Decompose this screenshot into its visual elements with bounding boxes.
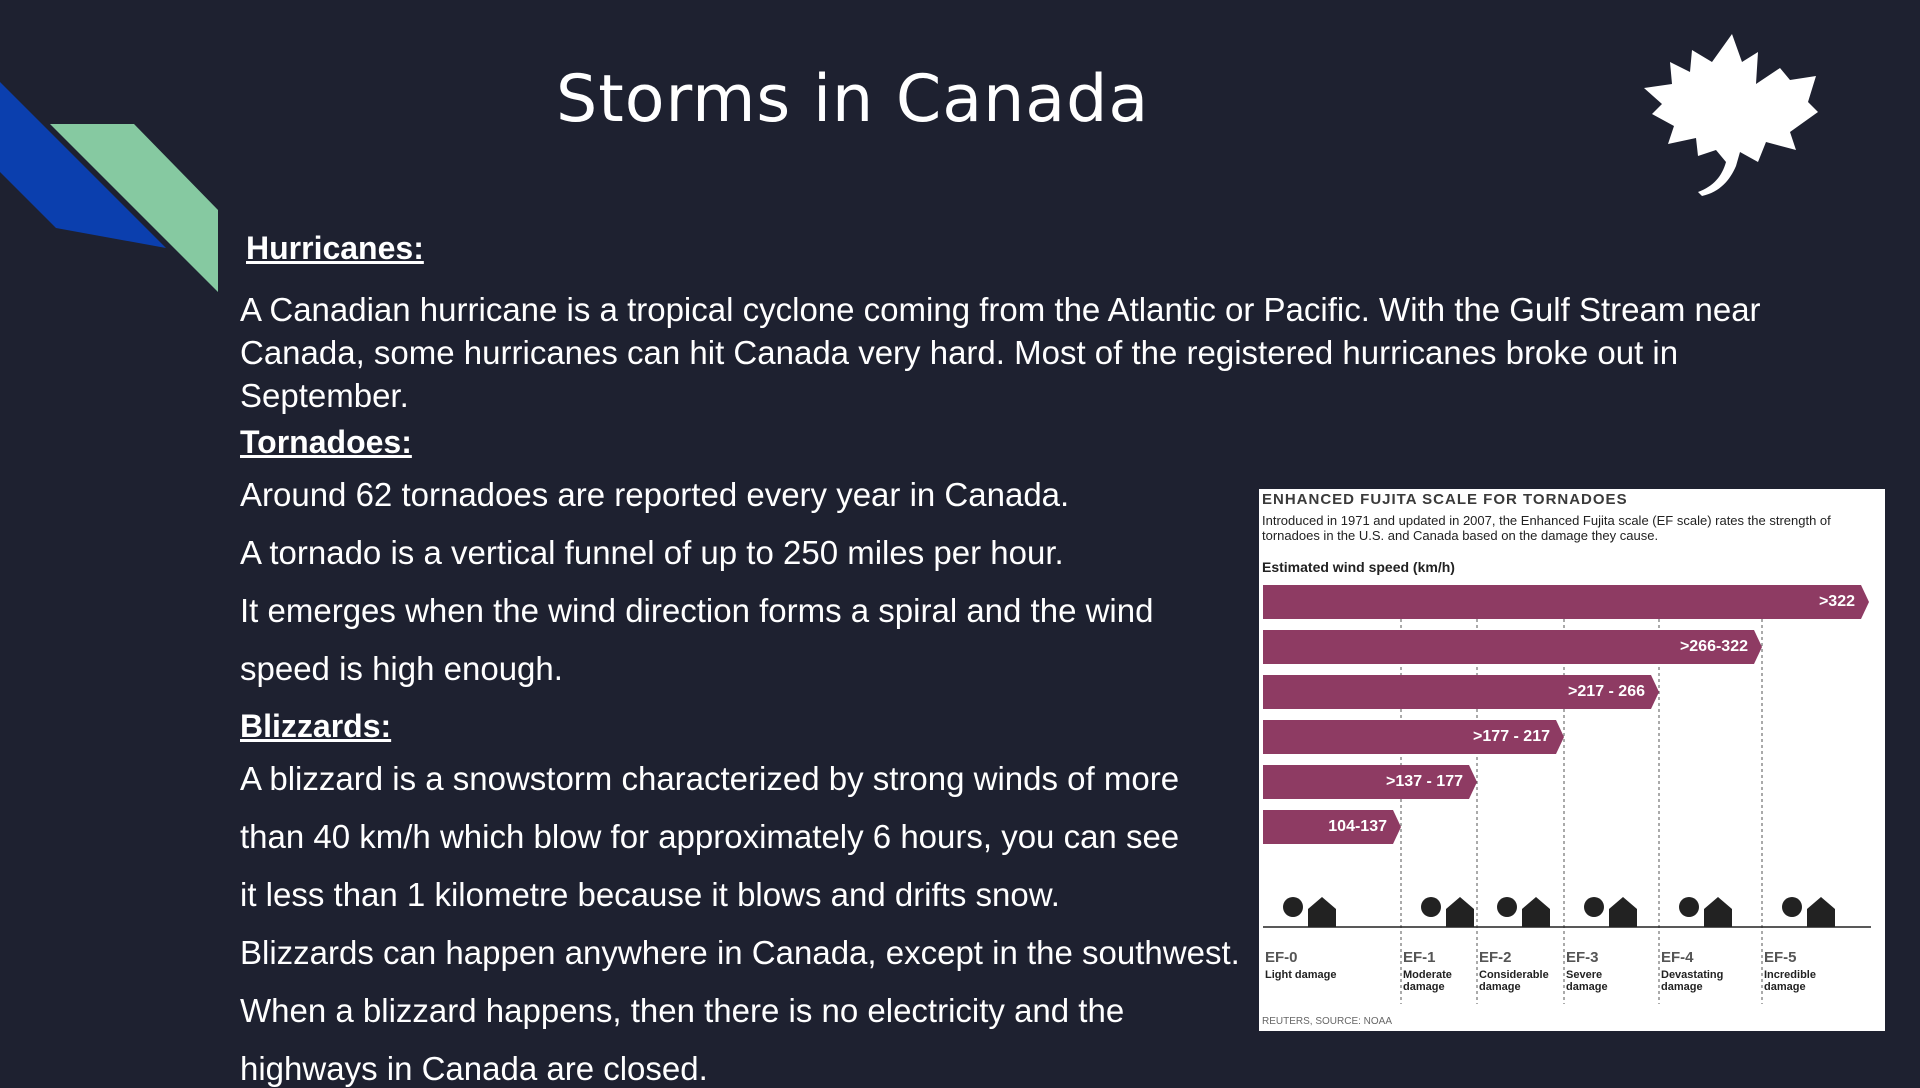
category-description: Considerable damage [1479, 969, 1549, 993]
tornadoes-line: speed is high enough. [240, 650, 563, 687]
category-code: EF-1 [1403, 949, 1436, 966]
blizzards-line: A blizzard is a snowstorm characterized by strong winds of more [240, 760, 1180, 797]
tree-icon [1283, 897, 1303, 917]
bar-value-label: >266-322 [1679, 638, 1748, 655]
house-icon [1704, 897, 1732, 927]
hurricanes-text: A Canadian hurricane is a tropical cyclone coming from the Atlantic or Pacific. With the Gulf Stream near Canada, some hurricanes can hit Canada very hard. Most of the registered hurricanes broke out in September. [240, 291, 1761, 414]
category-code: EF-5 [1764, 949, 1797, 966]
category-description: Light damage [1265, 969, 1337, 981]
chart-bars [1259, 489, 1885, 1009]
category-code: EF-4 [1661, 949, 1694, 966]
bar-value-label: >137 - 177 [1386, 773, 1463, 790]
house-icon [1609, 897, 1637, 927]
blizzards-line: than 40 km/h which blow for approximately 6 hours, you can see [240, 818, 1180, 855]
category-code: EF-2 [1479, 949, 1512, 966]
maple-leaf-icon [1640, 32, 1830, 202]
hurricanes-heading: Hurricanes: [246, 230, 424, 266]
tree-icon [1679, 897, 1699, 917]
blizzards-line: it less than 1 kilometre because it blows and drifts snow. [240, 876, 1060, 913]
tree-icon [1497, 897, 1517, 917]
house-icon [1807, 897, 1835, 927]
bar-value-label: >322 [1818, 593, 1855, 610]
blizzards-line: Blizzards can happen anywhere in Canada, except in the southwest. [240, 934, 1240, 971]
chart-subtitle: Introduced in 1971 and updated in 2007, the Enhanced Fujita scale (EF scale) rates the strength of tornadoes in the U.S. and Canada based on the damage they cause. [1262, 513, 1831, 543]
tornadoes-line: A tornado is a vertical funnel of up to 250 miles per hour. [240, 534, 1064, 571]
house-icon [1446, 897, 1474, 927]
tornadoes-line: Around 62 tornadoes are reported every year in Canada. [240, 476, 1070, 513]
blizzards-line: highways in Canada are closed. [240, 1050, 708, 1087]
corner-stripes-decoration [0, 0, 230, 300]
bar-value-label: >177 - 217 [1473, 728, 1550, 745]
tornadoes-line: It emerges when the wind direction forms a spiral and the wind [240, 592, 1154, 629]
category-description: Severe damage [1566, 969, 1608, 993]
slide-title: Storms in Canada [556, 62, 1150, 137]
chart-title: ENHANCED FUJITA SCALE FOR TORNADOES [1262, 491, 1628, 508]
category-description: Moderate damage [1403, 969, 1452, 993]
fujita-scale-chart [1259, 489, 1885, 1031]
category-description: Incredible damage [1764, 969, 1816, 993]
house-icon [1308, 897, 1336, 927]
tree-icon [1782, 897, 1802, 917]
category-description: Devastating damage [1661, 969, 1724, 993]
category-code: EF-3 [1566, 949, 1599, 966]
bar-ef-5 [1263, 585, 1869, 619]
chart-axis-label: Estimated wind speed (km/h) [1262, 559, 1455, 575]
bar-value-label: >217 - 266 [1568, 683, 1645, 700]
tree-icon [1421, 897, 1441, 917]
category-code: EF-0 [1265, 949, 1298, 966]
bar-value-label: 104-137 [1328, 818, 1387, 835]
house-icon [1522, 897, 1550, 927]
tree-icon [1584, 897, 1604, 917]
blizzards-line: When a blizzard happens, then there is no electricity and the [240, 992, 1125, 1029]
tornadoes-heading: Tornadoes: [240, 424, 412, 460]
chart-source: REUTERS, SOURCE: NOAA [1262, 1016, 1393, 1027]
blizzards-heading: Blizzards: [240, 708, 392, 744]
